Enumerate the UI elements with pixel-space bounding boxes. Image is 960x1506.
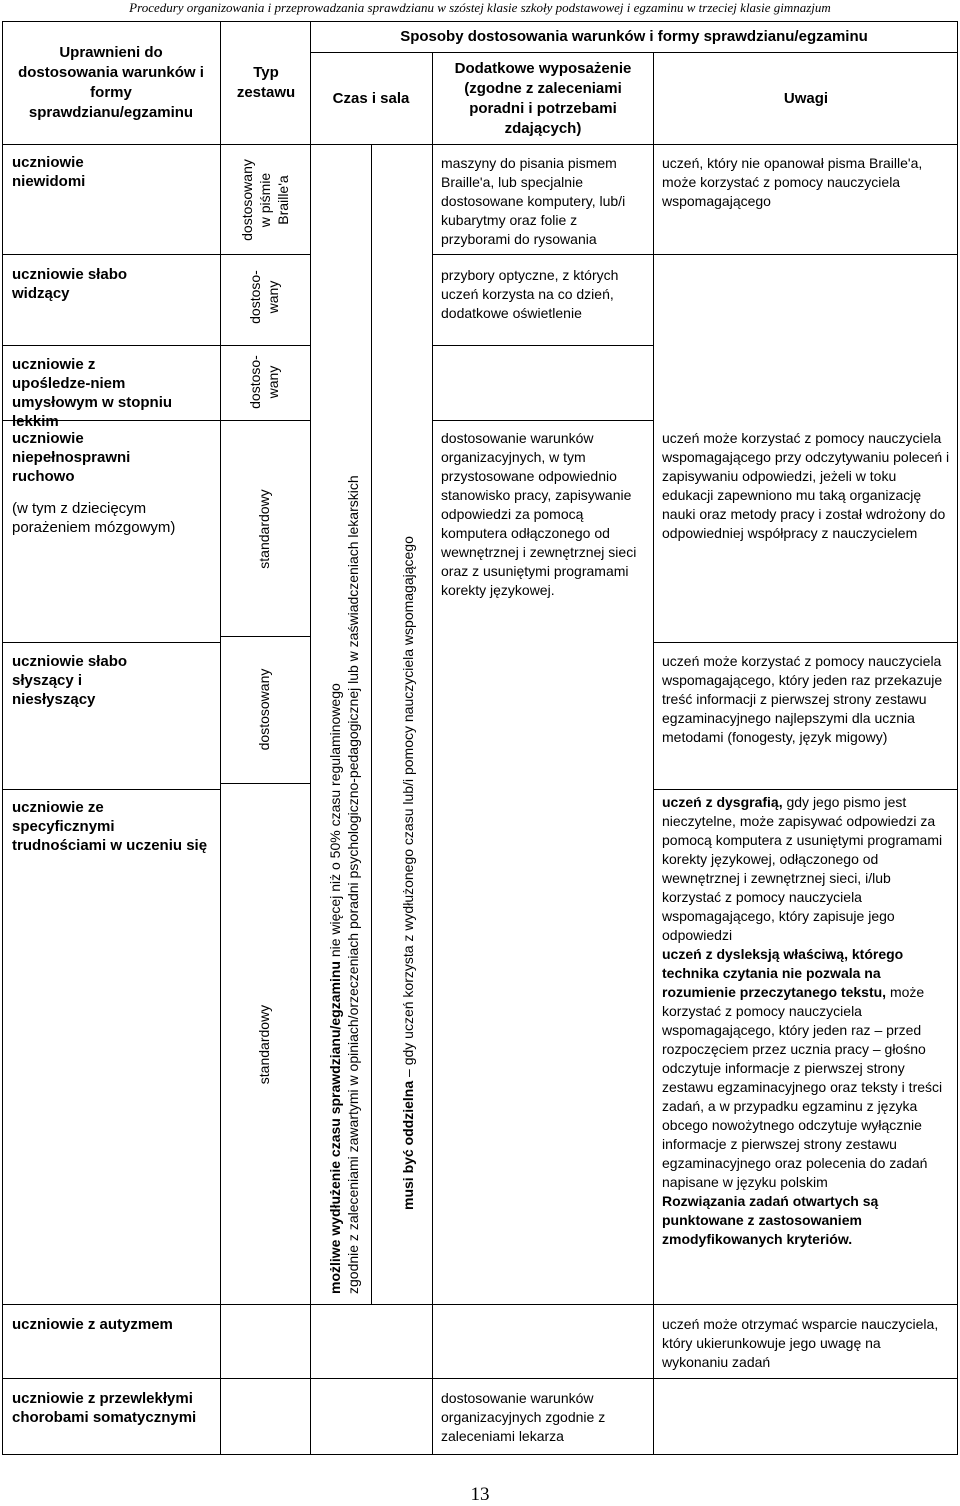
- header-uwagi: Uwagi: [783, 89, 829, 107]
- label-uposledzeni: uczniowie z upośledze-niem umysłowym w stopniu lekkim: [12, 356, 173, 430]
- label-autyzm: uczniowie z autyzmem: [12, 1316, 173, 1333]
- wyposazenie-slabo-widzacy: przybory optyczne, z których uczeń korzysta na co dzień, dodatkowe oświetlenie: [441, 267, 619, 321]
- uwagi-dysleksja-text: może korzystać z pomocy nauczyciela wspomagającego, który jeden raz – przed rozpoczęciem przez ucznia pracy – głośno odczytuje informacje z pierwszej strony zestawu egzaminacyjnego oraz teksty i treści zadań, a w przypadku egzaminu z języka obcego nowożytnego odczytuje wyłącznie informacje z pierwszej strony zestawu egzaminacyjnego oraz polecenia do zadań napisane w języku polskim: [662, 984, 943, 1190]
- header-dodatkowe-wyposazenie: Dodatkowe wyposażenie (zgodne z zaleceniami poradni i potrzebami zdających): [454, 59, 632, 137]
- label-niepelnosprawni-note: (w tym z dziecięcym porażeniem mózgowym): [12, 500, 176, 536]
- uwagi-niewidomi: uczeń, który nie opanował pisma Braille'a, może korzystać z pomocy nauczyciela wspomagającego: [662, 155, 923, 209]
- uwagi-slabo-slyszacy: uczeń może korzystać z pomocy nauczyciela wspomagającego, który jeden raz przekazuje treść informacji z pierwszej strony zestawu egzaminacyjnego najlepszymi dla ucznia metodami (fonogesty, język migowy): [662, 653, 943, 745]
- label-slabo-widzacy: uczniowie słabo widzący: [12, 266, 128, 302]
- typ-uposledzeni: dostoso-wany: [247, 355, 281, 409]
- uwagi-dysleksja-bold: uczeń z dysleksją właściwą, którego technika czytania nie pozwala na rozumienie przeczytanego tekstu,: [662, 946, 904, 1000]
- uwagi-dysgrafia-bold: uczeń z dysgrafią,: [662, 794, 783, 810]
- page-header: Procedury organizowania i przeprowadzania sprawdzianu w szóstej klasie szkoły podstawowej i egzaminu w trzeciej klasie gimnazjum: [129, 0, 831, 15]
- label-przewlekle: uczniowie z przewlekłymi chorobami somatycznymi: [12, 1390, 197, 1426]
- header-czas-i-sala: Czas i sala: [332, 89, 410, 107]
- czas-wydluzenie: możliwe wydłużenie czasu sprawdzianu/egzaminu nie więcej niż o 50% czasu regulaminowego zgodnie z zaleceniami zawartymi w opiniach/orzeczeniach poradni psychologiczno-pedagogicznej lub w zaświadczeniach lekarskich: [327, 475, 361, 1294]
- typ-specyficzne: standardowy: [256, 1004, 272, 1085]
- typ-slabo-widzacy: dostoso-wany: [247, 270, 281, 324]
- typ-niepelnosprawni: standardowy: [256, 489, 272, 569]
- header-sposoby: Sposoby dostosowania warunków i formy sprawdzianu/egzaminu: [400, 28, 868, 45]
- typ-slabo-slyszacy: dostosowany: [256, 668, 272, 751]
- uwagi-dysgrafia-text: gdy jego pismo jest nieczytelne, może zapisywać odpowiedzi za pomocą komputera z usuniętymi programami korekty językowej, odłączonego od wewnętrznej i zewnętrznej sieci, i/lub korzystać z pomocy nauczyciela wspomagającego, który zapisuje jego odpowiedzi: [662, 794, 943, 943]
- typ-niewidomi: dostosowany w piśmie Braille'a: [239, 159, 291, 241]
- header-typ-zestawu: Typ zestawu: [236, 64, 296, 101]
- wyposazenie-przewlekle: dostosowanie warunków organizacyjnych zgodnie z zaleceniami lekarza: [441, 1390, 606, 1444]
- czas-oddzielna-sala: musi być oddzielna – gdy uczeń korzysta z wydłużonego czasu lub/i pomocy nauczyciela wspomagającego: [400, 536, 416, 1210]
- label-niewidomi: uczniowie niewidomi: [12, 154, 86, 190]
- wyposazenie-niepelnosprawni: dostosowanie warunków organizacyjnych, w tym przystosowane odpowiednio stanowisko pracy, zapisywanie odpowiedzi za pomocą komputera odłączonego od wewnętrznej i zewnętrznej sieci oraz z usuniętymi programami korekty językowej.: [441, 430, 637, 598]
- uwagi-autyzm: uczeń może otrzymać wsparcie nauczyciela, który ukierunkowuje jego uwagę na wykonaniu zadań: [662, 1316, 939, 1370]
- label-niepelnosprawni: uczniowie niepełnosprawni ruchowo: [12, 430, 131, 485]
- uwagi-niepelnosprawni: uczeń może korzystać z pomocy nauczyciela wspomagającego przy odczytywaniu poleceń i zapisywaniu odpowiedzi, jeżeli w toku edukacji zapewniono mu taką organizację nauki oraz metody pracy i został wdrożony do odpowiedniej współpracy z nauczycielem: [662, 430, 950, 541]
- page-number: 13: [470, 1484, 490, 1505]
- label-specyficzne: uczniowie ze specyficznymi trudnościami w uczeniu się: [12, 799, 208, 854]
- label-slabo-slyszacy: uczniowie słabo słyszący i niesłyszący: [12, 653, 128, 708]
- header-uprawnieni: Uprawnieni do dostosowania warunków i formy sprawdzianu/egzaminu: [18, 44, 204, 121]
- uwagi-specyficzne: [654, 790, 954, 1302]
- wyposazenie-niewidomi: maszyny do pisania pismem Braille'a, lub specjalnie dostosowane komputery, lub/i kubarytmy oraz folie z przyborami do rysowania: [441, 155, 626, 247]
- uwagi-kryteria-bold: Rozwiązania zadań otwartych są punktowane z zastosowaniem zmodyfikowanych kryteriów.: [662, 1193, 879, 1247]
